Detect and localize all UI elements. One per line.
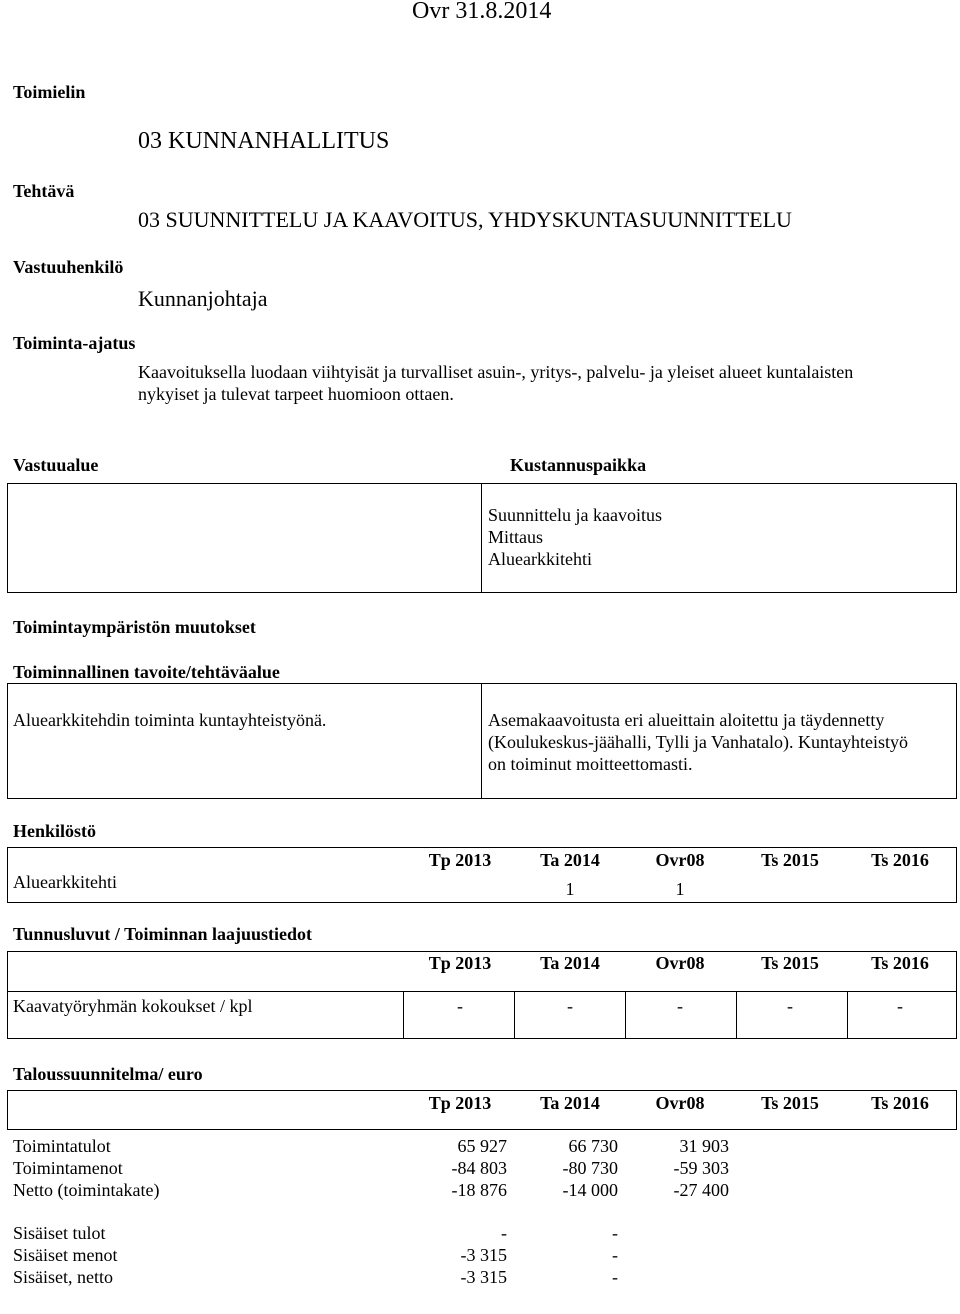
vastuualue-divider bbox=[481, 483, 482, 593]
toimielin-value: 03 KUNNANHALLITUS bbox=[138, 128, 390, 154]
vastuuhenkilo-label: Vastuuhenkilö bbox=[13, 257, 124, 277]
talous-value: -18 876 bbox=[451, 1180, 507, 1200]
talous-value: -14 000 bbox=[562, 1180, 618, 1200]
tunnusluvut-heading: Tunnusluvut / Toiminnan laajuustiedot bbox=[13, 924, 312, 944]
tunnusluvut-value: - bbox=[787, 996, 793, 1016]
toiminta-ajatus-line2: nykyiset ja tulevat tarpeet huomioon ottaen. bbox=[138, 384, 454, 404]
tunnusluvut-row-label: Kaavatyöryhmän kokoukset / kpl bbox=[13, 996, 253, 1016]
talous-value: -3 315 bbox=[460, 1267, 507, 1287]
tunnusluvut-col-header: Ts 2015 bbox=[761, 953, 819, 973]
henkilosto-col-header: Ovr08 bbox=[655, 850, 705, 870]
tehtava-value: 03 SUUNNITTELU JA KAAVOITUS, YHDYSKUNTASUUNNITTELU bbox=[138, 207, 792, 232]
talous-value: -84 803 bbox=[451, 1158, 507, 1178]
tunnusluvut-value: - bbox=[457, 996, 463, 1016]
talous-value: - bbox=[612, 1267, 618, 1287]
talous-value: -3 315 bbox=[460, 1245, 507, 1265]
tunnusluvut-value: - bbox=[897, 996, 903, 1016]
henkilosto-col-header: Ta 2014 bbox=[540, 850, 600, 870]
tunnusluvut-row-divider bbox=[7, 991, 957, 992]
henkilosto-value: 1 bbox=[675, 879, 685, 899]
tavoite-divider bbox=[481, 683, 482, 799]
toiminta-ajatus-label: Toiminta-ajatus bbox=[13, 333, 136, 353]
talous-row-label: Toimintatulot bbox=[13, 1136, 111, 1156]
kustannuspaikka-item: Aluearkkitehti bbox=[488, 549, 592, 569]
tunnusluvut-col-header: Ovr08 bbox=[655, 953, 705, 973]
henkilosto-col-header: Ts 2015 bbox=[761, 850, 819, 870]
talous-value: 65 927 bbox=[457, 1136, 507, 1156]
tunnusluvut-value: - bbox=[677, 996, 683, 1016]
tavoite-left-text: Aluearkkitehdin toiminta kuntayhteistyönä. bbox=[13, 710, 327, 730]
vastuuhenkilo-value: Kunnanjohtaja bbox=[138, 286, 268, 311]
talous-row-label: Toimintamenot bbox=[13, 1158, 123, 1178]
talous-col-header: Ovr08 bbox=[655, 1093, 705, 1113]
tavoite-right-line1: Asemakaavoitusta eri alueittain aloitettu ja täydennetty bbox=[488, 710, 885, 730]
kustannuspaikka-item: Mittaus bbox=[488, 527, 544, 547]
henkilosto-value: 1 bbox=[565, 879, 575, 899]
talous-col-header: Ta 2014 bbox=[540, 1093, 600, 1113]
henkilosto-heading: Henkilöstö bbox=[13, 821, 97, 841]
talous-value: -59 303 bbox=[673, 1158, 729, 1178]
tavoite-right-line2: (Koulukeskus-jäähalli, Tylli ja Vanhatalo). Kuntayhteistyö bbox=[488, 732, 908, 752]
henkilosto-col-header: Ts 2016 bbox=[871, 850, 929, 870]
tavoite-right-line3: on toiminut moitteettomasti. bbox=[488, 754, 693, 774]
talous-value: - bbox=[501, 1223, 507, 1243]
talous-value: 66 730 bbox=[568, 1136, 618, 1156]
talous-value: - bbox=[612, 1245, 618, 1265]
kustannuspaikka-item: Suunnittelu ja kaavoitus bbox=[488, 505, 662, 525]
muutokset-heading: Toimintaympäristön muutokset bbox=[13, 617, 256, 637]
talous-row-label: Sisäiset, netto bbox=[13, 1267, 113, 1287]
toiminta-ajatus-line1: Kaavoituksella luodaan viihtyisät ja turvalliset asuin-, yritys-, palvelu- ja yleiset alueet kuntalaisten bbox=[138, 362, 854, 382]
kustannuspaikka-label: Kustannuspaikka bbox=[510, 455, 647, 475]
talous-row-label: Sisäiset menot bbox=[13, 1245, 118, 1265]
vastuualue-box bbox=[7, 483, 957, 593]
talous-value: 31 903 bbox=[679, 1136, 729, 1156]
tunnusluvut-col-header: Tp 2013 bbox=[428, 953, 492, 973]
talous-value: -27 400 bbox=[673, 1180, 729, 1200]
talous-col-header: Ts 2016 bbox=[871, 1093, 929, 1113]
tavoite-heading: Toiminnallinen tavoite/tehtäväalue bbox=[13, 662, 280, 682]
tunnusluvut-value: - bbox=[567, 996, 573, 1016]
tunnusluvut-col-header: Ta 2014 bbox=[540, 953, 600, 973]
talous-value: -80 730 bbox=[562, 1158, 618, 1178]
talous-col-header: Tp 2013 bbox=[428, 1093, 492, 1113]
henkilosto-row-label: Aluearkkitehti bbox=[13, 872, 117, 892]
tehtava-label: Tehtävä bbox=[13, 181, 75, 201]
talous-col-header: Ts 2015 bbox=[761, 1093, 819, 1113]
toimielin-label: Toimielin bbox=[13, 82, 86, 102]
vastuualue-label: Vastuualue bbox=[13, 455, 99, 475]
talous-heading: Taloussuunnitelma/ euro bbox=[13, 1064, 203, 1084]
talous-value: - bbox=[612, 1223, 618, 1243]
document-date: Ovr 31.8.2014 bbox=[412, 0, 552, 24]
talous-row-label: Sisäiset tulot bbox=[13, 1223, 106, 1243]
henkilosto-col-header: Tp 2013 bbox=[428, 850, 492, 870]
talous-row-label: Netto (toimintakate) bbox=[13, 1180, 160, 1200]
tunnusluvut-col-header: Ts 2016 bbox=[871, 953, 929, 973]
